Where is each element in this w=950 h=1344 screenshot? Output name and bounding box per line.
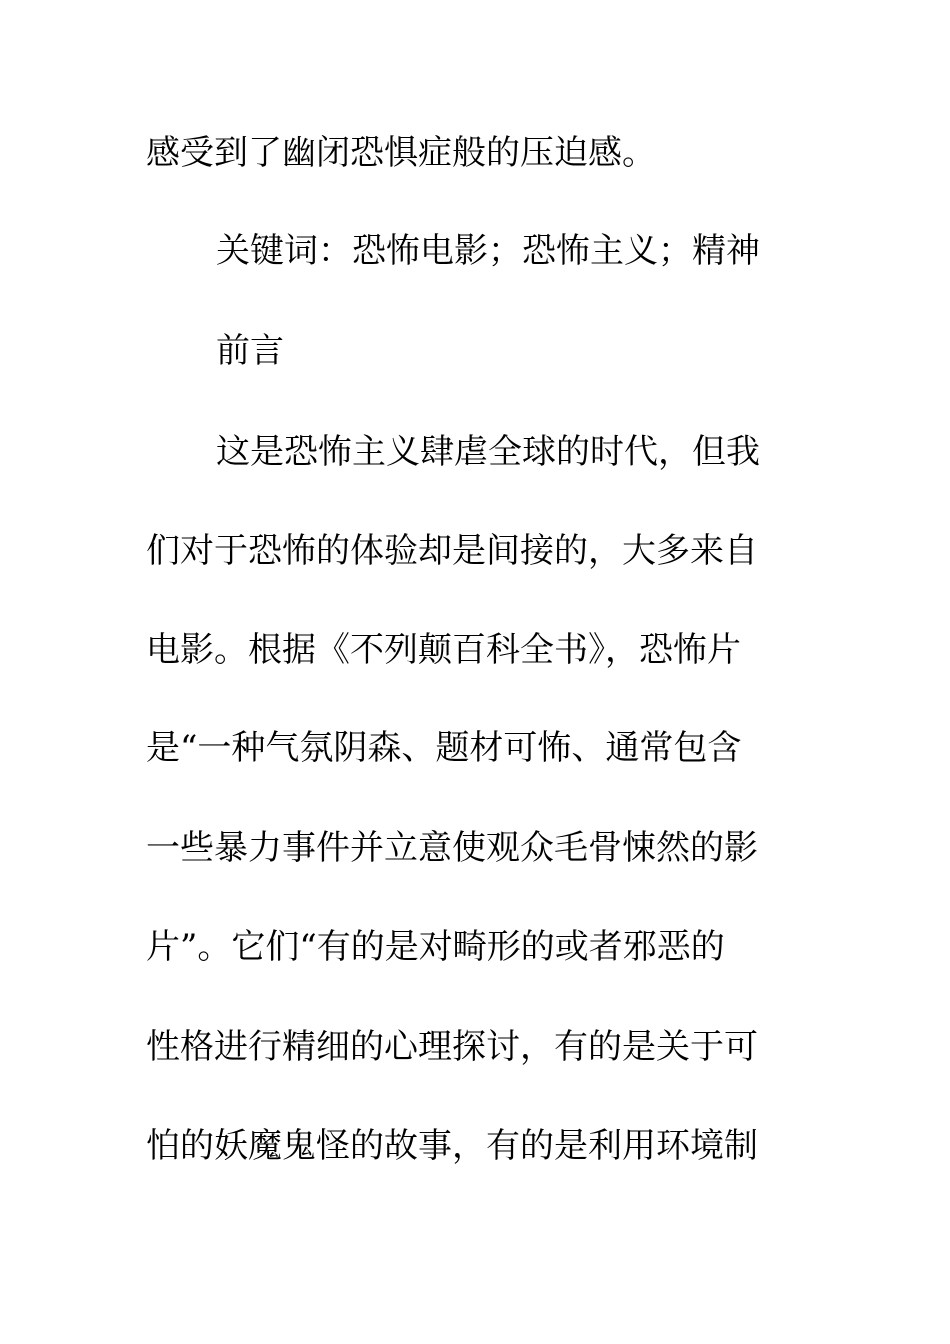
- body-text-line: 怕的妖魔鬼怪的故事，有的是利用环境制: [146, 1126, 758, 1166]
- body-text-line: 片”。它们“有的是对畸形的或者邪恶的: [146, 927, 725, 967]
- body-text-line: 一些暴力事件并立意使观众毛骨悚然的影: [146, 828, 758, 868]
- section-heading-preface: 前言: [216, 331, 284, 371]
- body-text-line: 感受到了幽闭恐惧症般的压迫感。: [146, 133, 656, 173]
- body-text-line: 性格进行精细的心理探讨，有的是关于可: [146, 1027, 758, 1067]
- body-text-line: 电影。根据《不列颠百科全书》，恐怖片: [146, 630, 741, 670]
- keywords-line: 关键词：恐怖电影；恐怖主义；精神: [216, 231, 760, 271]
- body-text-line: 这是恐怖主义肆虐全球的时代，但我: [216, 432, 760, 472]
- body-text-line: 是“一种气氛阴森、题材可怖、通常包含: [146, 728, 742, 768]
- body-text-line: 们对于恐怖的体验却是间接的，大多来自: [146, 531, 758, 571]
